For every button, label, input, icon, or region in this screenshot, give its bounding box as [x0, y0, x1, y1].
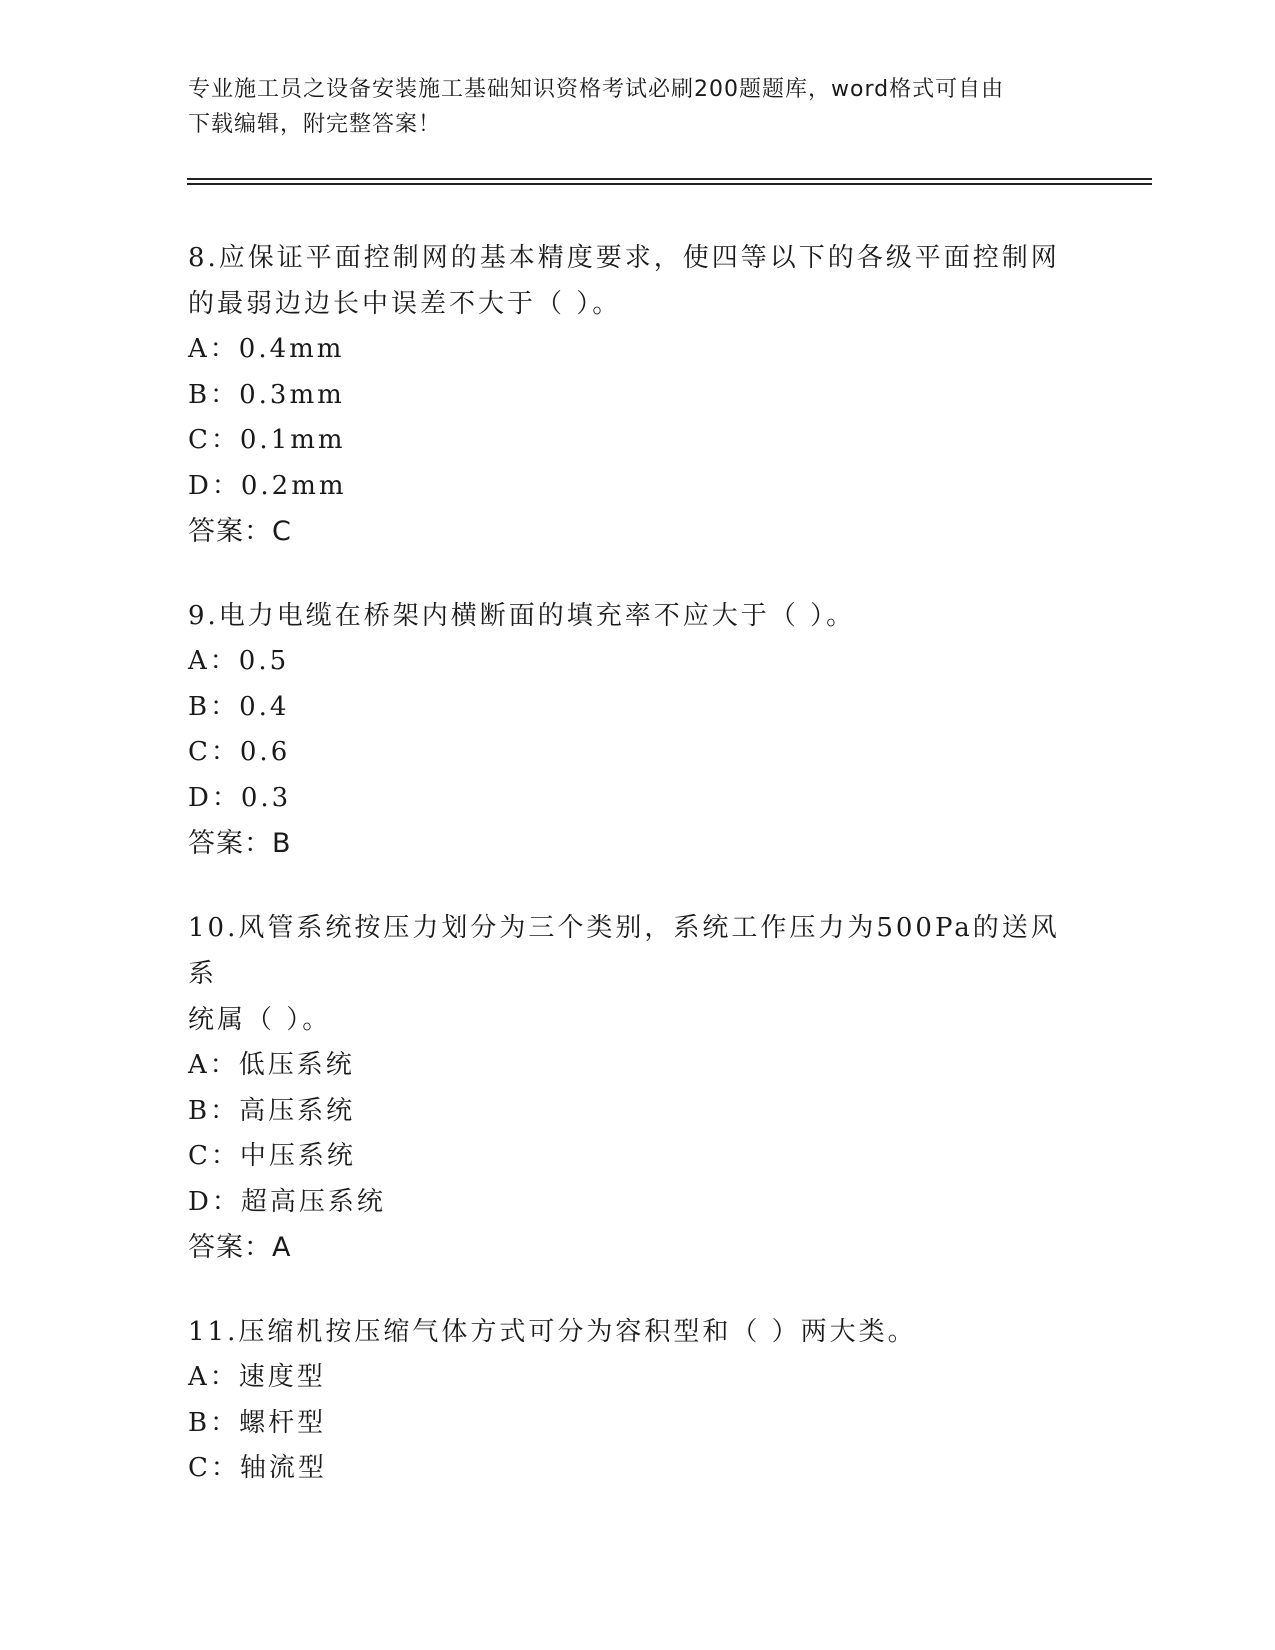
option-c: C：0.6 [188, 737, 291, 767]
option-d: D：0.2mm [188, 470, 347, 501]
question-stem-line: 统属（ ）。 [188, 1005, 332, 1035]
question-11 [188, 1309, 1088, 1492]
option-c: C：中压系统 [188, 1141, 356, 1171]
question-stem [188, 1309, 1088, 1355]
answer: 答案：B [188, 828, 292, 859]
question-stem-line: 的最弱边边长中误差不大于（ ）。 [188, 289, 622, 319]
header-divider-top [187, 178, 1152, 180]
header-line-1: 专业施工员之设备安装施工基础知识资格考试必刷200题题库，word格式可自由 [188, 77, 1005, 102]
question-stem-line: 10.风管系统按压力划分为三个类别，系统工作压力为500Pa的送风系 [188, 913, 1060, 989]
option-b: B：0.4 [188, 691, 290, 722]
option-d: D：0.3 [188, 782, 292, 813]
document-header [188, 72, 1068, 142]
option-b: B：高压系统 [188, 1095, 356, 1126]
question-stem [188, 905, 1088, 1043]
question-8 [188, 235, 1088, 555]
option-a: A：0.5 [188, 646, 290, 676]
question-stem-line: 8.应保证平面控制网的基本精度要求，使四等以下的各级平面控制网 [188, 243, 1060, 273]
option-a: A：低压系统 [188, 1050, 355, 1080]
question-stem-line: 9.电力电缆在桥架内横断面的填充率不应大于（ ）。 [188, 601, 856, 631]
question-10 [188, 905, 1088, 1271]
header-divider-bottom [187, 183, 1152, 185]
question-9 [188, 593, 1088, 867]
question-stem-line: 11.压缩机按压缩气体方式可分为容积型和（ ）两大类。 [188, 1317, 917, 1347]
option-c: C：轴流型 [188, 1453, 327, 1483]
option-b: B：螺杆型 [188, 1407, 327, 1438]
option-a: A：速度型 [188, 1362, 326, 1392]
option-c: C：0.1mm [188, 425, 346, 455]
question-list [188, 235, 1088, 1530]
question-stem [188, 235, 1088, 327]
option-a: A：0.4mm [188, 334, 345, 364]
option-d: D：超高压系统 [188, 1186, 386, 1217]
option-b: B：0.3mm [188, 379, 345, 410]
answer: 答案：A [188, 1232, 292, 1263]
header-line-2: 下载编辑，附完整答案！ [188, 112, 442, 137]
answer: 答案：C [188, 516, 292, 547]
question-stem [188, 593, 1088, 639]
